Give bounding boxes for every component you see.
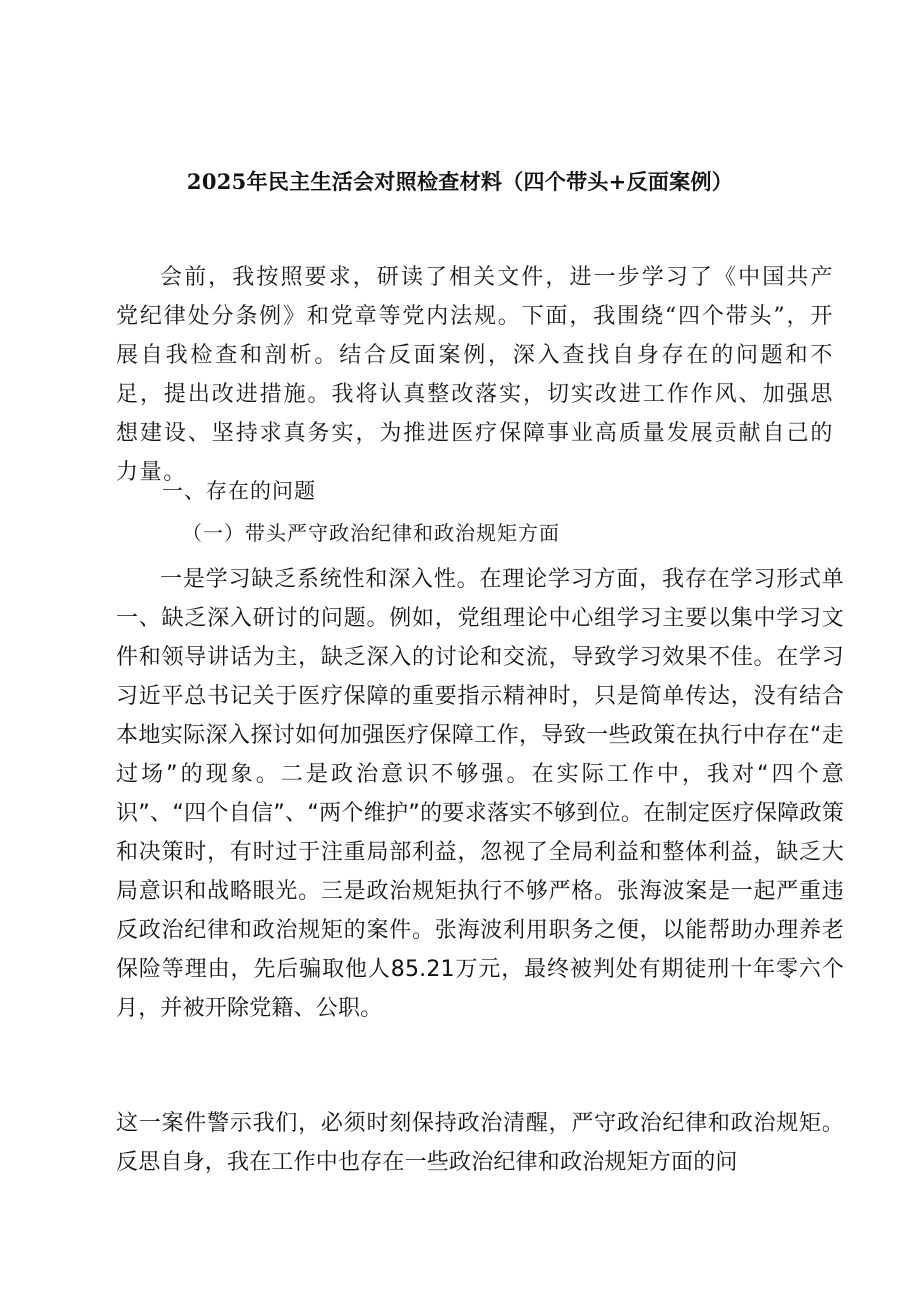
document-title: 2025年民主生活会对照检查材料（四个带头+反面案例）: [186, 169, 734, 194]
body-paragraph-1: 一是学习缺乏系统性和深入性。在理论学习方面，我存在学习形式单一、缺乏深入研讨的问题。例如，党组理论中心组学习主要以集中学习文件和领导讲话为主，缺乏深入的讨论和交流，导致学习效果不佳。在学习习近平总书记关于医疗保障的重要指示精神时，只是简单传达，没有结合本地实际深入探讨如何加强医疗保障工作，导致一些政策在执行中存在“走过场”的现象。二是政治意识不够强。在实际工作中，我对“四个意识”、“四个自信”、“两个维护”的要求落实不够到位。在制定医疗保障政策和决策时，有时过于注重局部利益，忽视了全局利益和整体利益，缺乏大局意识和战略眼光。三是政治规矩执行不够严格。张海波案是一起严重违反政治纪律和政治规矩的案件。张海波利用职务之便，以能帮助办理养老保险等理由，先后骗取他人85.21万元，最终被判处有期徒刑十年零六个月，并被开除党籍、公职。: [116, 567, 844, 1021]
intro-paragraph: 会前，我按照要求，研读了相关文件，进一步学习了《中国共产党纪律处分条例》和党章等党内法规。下面，我围绕“四个带头”，开展自我检查和剖析。结合反面案例，深入查找自身存在的问题和不足，提出改进措施。我将认真整改落实，切实改进工作作风、加强思想建设、坚持求真务实，为推进医疗保障事业高质量发展贡献自己的力量。: [116, 265, 834, 485]
section-heading-problems: 一、存在的问题: [162, 479, 316, 503]
subsection-heading-political-discipline: （一）带头严守政治纪律和政治规矩方面: [182, 521, 560, 545]
body-paragraph-2: 这一案件警示我们，必须时刻保持政治清醒，严守政治纪律和政治规矩。反思自身，我在工作中也存在一些政治纪律和政治规矩方面的问: [116, 1111, 844, 1175]
